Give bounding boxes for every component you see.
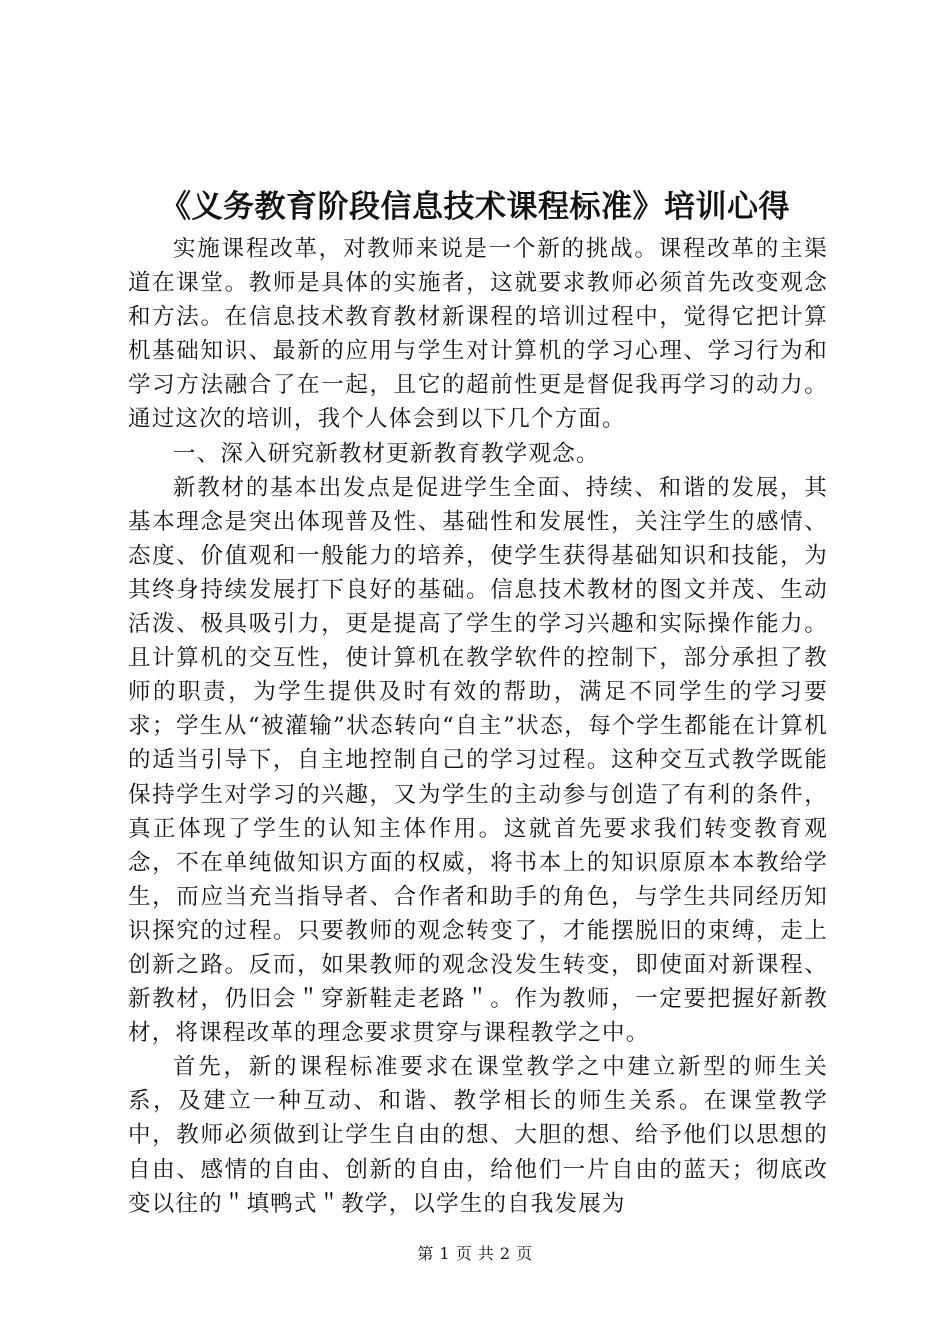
paragraph-intro: 实施课程改革，对教师来说是一个新的挑战。课程改革的主渠道在课堂。教师是具体的实施者，这就要求教师必须首先改变观念和方法。在信息技术教育教材新课程的培训过程中，觉得它把计算机基础知识、最新的应用与学生对计算机的学习心理、学习行为和学习方法融合了在一起，且它的超前性更是督促我再学习的动力。通过这次的培训，我个人体会到以下几个方面。	[128, 236, 828, 433]
paragraph-first: 首先，新的课程标准要求在课堂教学之中建立新型的师生关系，及建立一种互动、和谐、教学相长的师生关系。在课堂教学中，教师必须做到让学生自由的想、大胆的想、给予他们以思想的自由、感情的自由、创新的自由，给他们一片自由的蓝天；彻底改变以往的＂填鸭式＂教学，以学生的自我发展为	[128, 1054, 828, 1217]
document-title: 《义务教育阶段信息技术课程标准》培训心得	[160, 189, 790, 225]
page-footer: 第 1 页 共 2 页	[417, 1244, 533, 1263]
paragraph-new-textbook: 新教材的基本出发点是促进学生全面、持续、和谐的发展，其基本理念是突出体现普及性、基础性和发展性，关注学生的感情、态度、价值观和一般能力的培养，使学生获得基础知识和技能，为其终身持续发展打下良好的基础。信息技术教材的图文并茂、生动活泼、极具吸引力，更是提高了学生的学习兴趣和实际操作能力。且计算机的交互性，使计算机在教学软件的控制下，部分承担了教师的职责，为学生提供及时有效的帮助，满足不同学生的学习要求；学生从“被灌输”状态转向“自主”状态，每个学生都能在计算机的适当引导下，自主地控制自己的学习过程。这种交互式教学既能保持学生对学习的兴趣，又为学生的主动参与创造了有利的条件，真正体现了学生的认知主体作用。这就首先要求我们转变教育观念，不在单纯做知识方面的权威，将书本上的知识原原本本教给学生，而应当充当指导者、合作者和助手的角色，与学生共同经历知识探究的过程。只要教师的观念转变了，才能摆脱旧的束缚，走上创新之路。反而，如果教师的观念没发生转变，即使面对新课程、新教材，仍旧会＂穿新鞋走老路＂。作为教师，一定要把握好新教材，将课程改革的理念要求贯穿与课程教学之中。	[128, 474, 828, 1047]
section-heading-1: 一、深入研究新教材更新教育教学观念。	[173, 440, 600, 467]
document-body	[128, 232, 828, 1221]
